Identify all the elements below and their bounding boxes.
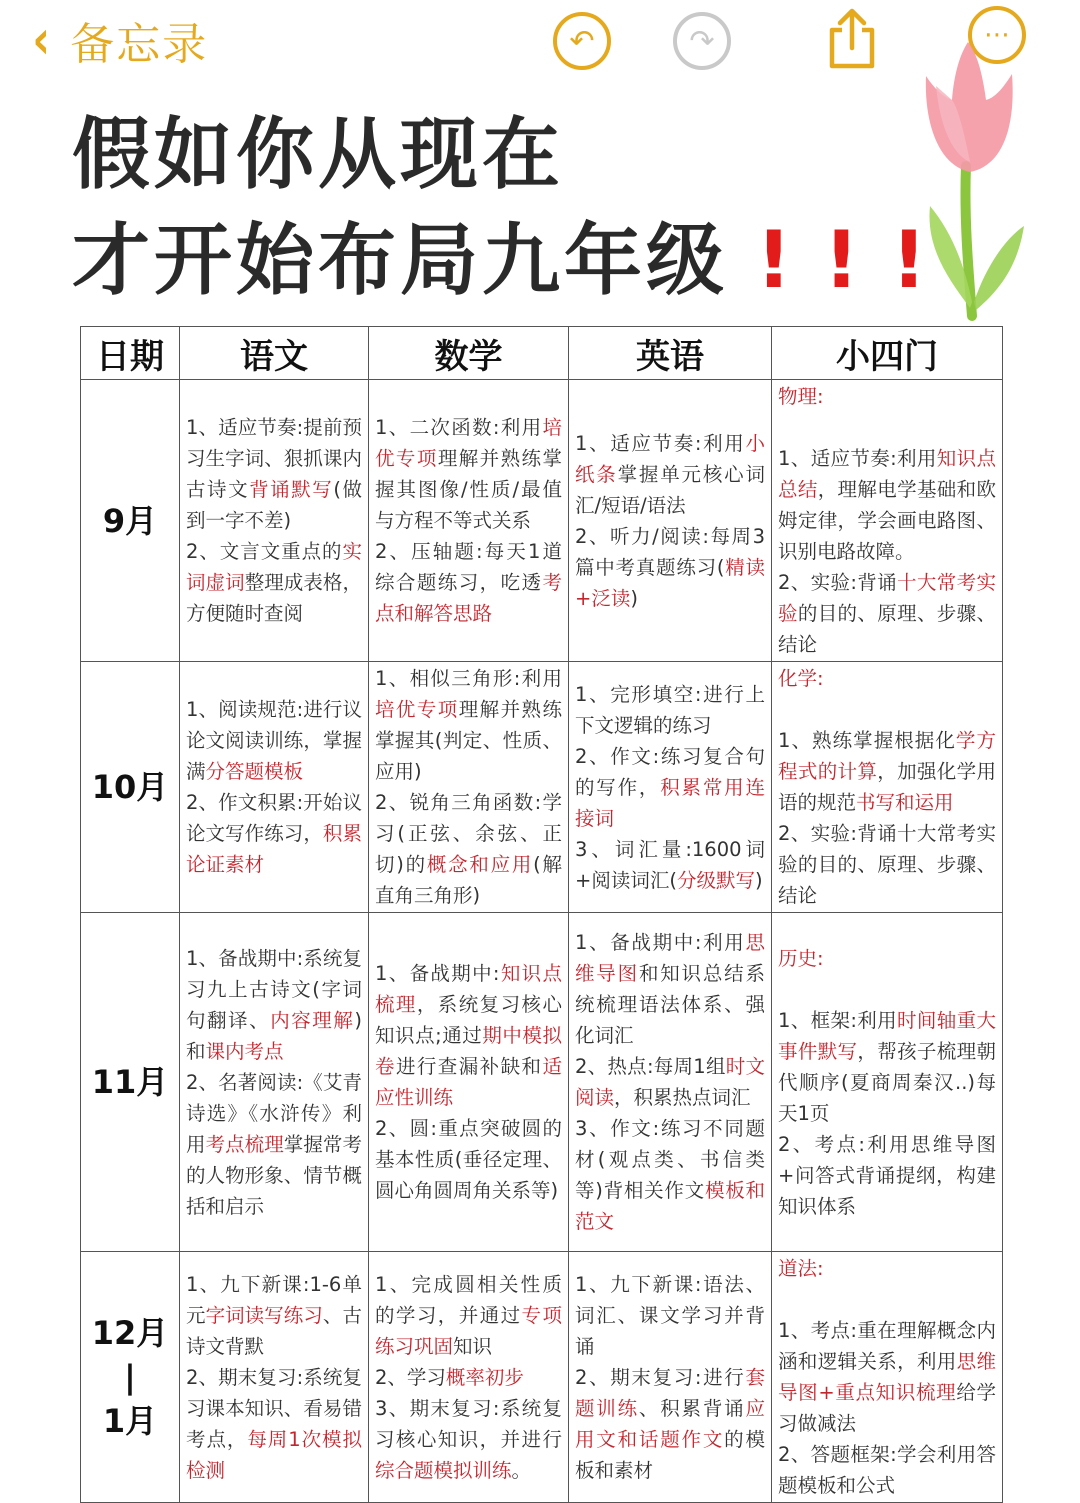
highlight-text: 化学: — [778, 667, 824, 690]
highlight-text: 套题训练 — [575, 1365, 765, 1420]
english-plan-cell — [569, 662, 772, 913]
highlight-text: 积累论证素材 — [186, 822, 362, 876]
plan-text: 3、作文:练习不同题材(观点类、书信类等)背相关作文 — [575, 1117, 765, 1202]
note-title-line-2-text: 才开始布局九年级 — [72, 216, 729, 306]
plan-text: 整理成表格，方便随时查阅 — [186, 571, 362, 625]
math-plan-cell — [369, 913, 569, 1252]
plan-text: 给学习做减法 — [778, 1381, 996, 1435]
highlight-text: 实词虚词 — [186, 540, 362, 594]
highlight-text: 课内考点 — [205, 1039, 284, 1063]
highlight-text: 模板和范文 — [575, 1179, 765, 1233]
highlight-text: 考点梳理 — [205, 1132, 284, 1156]
chevron-left-icon: ‹ — [32, 8, 51, 71]
plan-text: 3、词汇量:1600词+阅读词汇( — [575, 837, 765, 892]
plan-text: ，系统复习核心知识点;通过 — [375, 993, 562, 1047]
header-math: 数学 — [369, 327, 569, 380]
study-plan-table-container — [80, 326, 1002, 1497]
chinese-plan-cell — [180, 662, 369, 913]
month-label: 9月 — [102, 501, 158, 540]
highlight-text: 书写和运用 — [856, 791, 954, 814]
table-row — [81, 380, 1003, 662]
minor-subjects-plan-cell — [772, 1252, 1003, 1503]
plan-text: 2、实验:背诵十大常考实验的目的、原理、步骤、结论 — [778, 822, 996, 907]
plan-text: 1、适应节奏:利用 — [575, 431, 746, 455]
plan-text: 2、圆:重点突破圆的基本性质(垂径定理、圆心角圆周角关系等) — [375, 1117, 562, 1202]
plan-text: 理解并熟练掌握其图像/性质/最值与方程不等式关系 — [375, 447, 562, 532]
plan-text: 1、适应节奏:利用 — [778, 447, 937, 470]
month-cell — [81, 662, 180, 913]
english-plan-cell — [569, 380, 772, 662]
plan-text: ，加强化学用语的规范 — [778, 760, 996, 814]
plan-text: 3、期末复习:系统复习核心知识，并进行 — [375, 1396, 562, 1451]
month-cell — [81, 1252, 180, 1503]
plan-text: 1、备战期中:利用 — [575, 931, 746, 954]
redo-icon: ↷ — [689, 23, 715, 59]
more-icon: ⋯ — [984, 20, 1010, 50]
english-plan-cell — [569, 913, 772, 1252]
header-chinese: 语文 — [180, 327, 369, 380]
highlight-text: 概率初步 — [445, 1365, 524, 1389]
highlight-text: 时文阅读 — [575, 1055, 765, 1109]
note-title-line-1: 假如你从现在 — [72, 110, 565, 200]
study-plan-table — [80, 326, 1003, 1503]
highlight-text: 知识点梳理 — [375, 962, 562, 1016]
highlight-text: 内容理解 — [270, 1008, 355, 1032]
plan-text: ，帮孩子梳理朝代顺序(夏商周秦汉..)每天1页 — [778, 1039, 996, 1125]
plan-text: 1、完形填空:进行上下文逻辑的练习 — [575, 682, 765, 737]
header-minor-subjects: 小四门 — [772, 327, 1003, 380]
plan-text: 1、阅读规范:进行议论文阅读训练，掌握满 — [186, 698, 362, 783]
plan-text: 。 — [511, 1458, 532, 1482]
month-cell — [81, 913, 180, 1252]
highlight-text: 每周1次模拟检测 — [186, 1427, 362, 1482]
plan-text: 掌握单元核心词汇/短语/语法 — [575, 462, 765, 517]
highlight-text: 道法: — [778, 1257, 824, 1280]
exclamation-icon: ! — [823, 216, 864, 306]
plan-text: 1、备战期中:系统复习九上古诗文(字词句翻译、 — [186, 946, 362, 1032]
plan-text: 的模板和素材 — [575, 1427, 765, 1482]
plan-text: 2、答题框架:学会利用答题模板和公式 — [778, 1443, 996, 1497]
plan-text: ，积累热点词汇 — [614, 1086, 751, 1109]
month-label: 12月 | 1月 — [91, 1314, 169, 1440]
share-icon[interactable] — [824, 6, 880, 72]
plan-text: 1、适应节奏:提前预习生字词、狠抓课内古诗文 — [186, 416, 362, 501]
plan-text: 2、名著阅读:《艾青诗选》《水浒传》利用 — [186, 1070, 362, 1156]
minor-subjects-plan-cell — [772, 913, 1003, 1252]
highlight-text: 思维导图 — [575, 931, 765, 985]
highlight-text: 历史: — [778, 946, 824, 970]
chinese-plan-cell — [180, 380, 369, 662]
plan-text: 1、二次函数:利用 — [375, 416, 543, 439]
month-label: 10月 — [91, 768, 169, 806]
back-label: 备忘录 — [70, 19, 209, 70]
plan-text: 1、熟练掌握根据化 — [778, 729, 956, 752]
plan-text: 2、期末复习:进行 — [575, 1365, 746, 1389]
plan-text: 进行查漏补缺和 — [395, 1055, 543, 1078]
plan-text: 1、考点:重在理解概念内涵和逻辑关系，利用 — [778, 1319, 996, 1373]
plan-text: 2、压轴题:每天1道综合题练习，吃透 — [375, 540, 562, 594]
highlight-text: 培优专项 — [375, 416, 562, 470]
undo-button[interactable] — [553, 12, 611, 70]
highlight-text: 概念和应用 — [426, 853, 534, 876]
highlight-text: 思维导图+重点知识梳理 — [778, 1350, 996, 1404]
undo-icon: ↶ — [569, 23, 595, 59]
exclamation-icon: ! — [756, 216, 796, 306]
highlight-text: 分答题模板 — [205, 760, 304, 783]
plan-text: ，理解电学基础和欧姆定律，学会画电路图、识别电路故障。 — [778, 478, 996, 563]
table-row — [81, 913, 1003, 1252]
plan-text: 、古诗文背默 — [186, 1303, 362, 1358]
math-plan-cell — [369, 1252, 569, 1503]
plan-text: 1、相似三角形:利用 — [375, 667, 562, 690]
plan-text: 、积累背诵 — [638, 1396, 746, 1420]
highlight-text: 考点和解答思路 — [375, 571, 562, 625]
highlight-text: 学方程式的计算 — [778, 729, 996, 783]
table-row — [81, 1252, 1003, 1503]
plan-text: ) — [630, 586, 638, 610]
plan-text: 2、文言文重点的 — [186, 540, 343, 563]
highlight-text: 知识点总结 — [778, 447, 996, 501]
highlight-text: 时间轴重大事件默写 — [778, 1008, 996, 1063]
highlight-text: 适应性训练 — [375, 1055, 562, 1109]
plan-text: 和知识总结系统梳理语法体系、强化词汇 — [575, 962, 765, 1047]
redo-button[interactable] — [673, 12, 731, 70]
plan-text: 2、作文积累:开始议论文写作练习， — [186, 791, 362, 845]
highlight-text: 期中模拟卷 — [375, 1024, 562, 1078]
highlight-text: 积累常用连接词 — [575, 775, 765, 830]
plan-text: 2、期末复习:系统复习课本知识、看易错考点， — [186, 1365, 362, 1451]
highlight-text: 应用文和话题作文 — [575, 1396, 765, 1451]
minor-subjects-plan-cell — [772, 662, 1003, 913]
back-button[interactable] — [30, 10, 208, 70]
highlight-text: 字词读写练习 — [205, 1303, 323, 1327]
plan-text: 2、锐角三角函数:学习(正弦、余弦、正切)的 — [375, 791, 562, 876]
math-plan-cell — [369, 662, 569, 913]
month-cell — [81, 380, 180, 662]
plan-text: 的目的、原理、步骤、结论 — [778, 602, 996, 656]
plan-text: 2、热点:每周1组 — [575, 1055, 726, 1078]
highlight-text: 培优专项 — [375, 698, 459, 721]
plan-text: 2、实验:背诵 — [778, 571, 898, 594]
chinese-plan-cell — [180, 913, 369, 1252]
highlight-text: 综合题模拟训练 — [375, 1458, 512, 1482]
highlight-text: 分级默写 — [676, 868, 755, 892]
note-title-line-2 — [72, 198, 931, 310]
highlight-text: 小纸条 — [575, 431, 765, 486]
plan-text: )和 — [186, 1008, 362, 1063]
chinese-plan-cell — [180, 1252, 369, 1503]
plan-text: 1、九下新课:1-6单元 — [186, 1272, 362, 1327]
plan-text: 掌握常考的人物形象、情节概括和启示 — [186, 1132, 362, 1218]
plan-text: 1、框架:利用 — [778, 1008, 898, 1032]
plan-text: 2、考点:利用思维导图+问答式背诵提纲，构建知识体系 — [778, 1132, 996, 1218]
month-label: 11月 — [91, 1063, 169, 1101]
plan-text: (做到一字不差) — [186, 478, 362, 532]
plan-text: (解直角三角形) — [375, 853, 563, 907]
exclamation-icon: ! — [891, 216, 931, 306]
math-plan-cell — [369, 380, 569, 662]
plan-text: 知识 — [453, 1334, 493, 1358]
highlight-text: 背诵默写 — [249, 478, 334, 501]
highlight-text: 十大常考实验 — [778, 571, 996, 625]
minor-subjects-plan-cell — [772, 380, 1003, 662]
highlight-text: 专项练习巩固 — [375, 1303, 562, 1358]
plan-text: 2、听力/阅读:每周3篇中考真题练习( — [575, 524, 765, 579]
plan-text: 理解并熟练掌握其(判定、性质、应用) — [375, 698, 562, 783]
table-row — [81, 662, 1003, 913]
plan-text: 1、九下新课:语法、词汇、课文学习并背诵 — [575, 1272, 765, 1358]
header-date: 日期 — [81, 327, 180, 380]
table-header-row — [81, 327, 1003, 380]
highlight-text: 物理: — [778, 385, 824, 408]
highlight-text: 精读+泛读 — [575, 555, 765, 610]
plan-text: 2、作文:练习复合句的写作， — [575, 744, 765, 799]
plan-text: ) — [754, 868, 763, 892]
header-english: 英语 — [569, 327, 772, 380]
plan-text: 1、备战期中: — [375, 962, 500, 985]
plan-text: 2、学习 — [375, 1365, 446, 1389]
plan-text: 1、完成圆相关性质的学习，并通过 — [375, 1272, 562, 1327]
english-plan-cell — [569, 1252, 772, 1503]
